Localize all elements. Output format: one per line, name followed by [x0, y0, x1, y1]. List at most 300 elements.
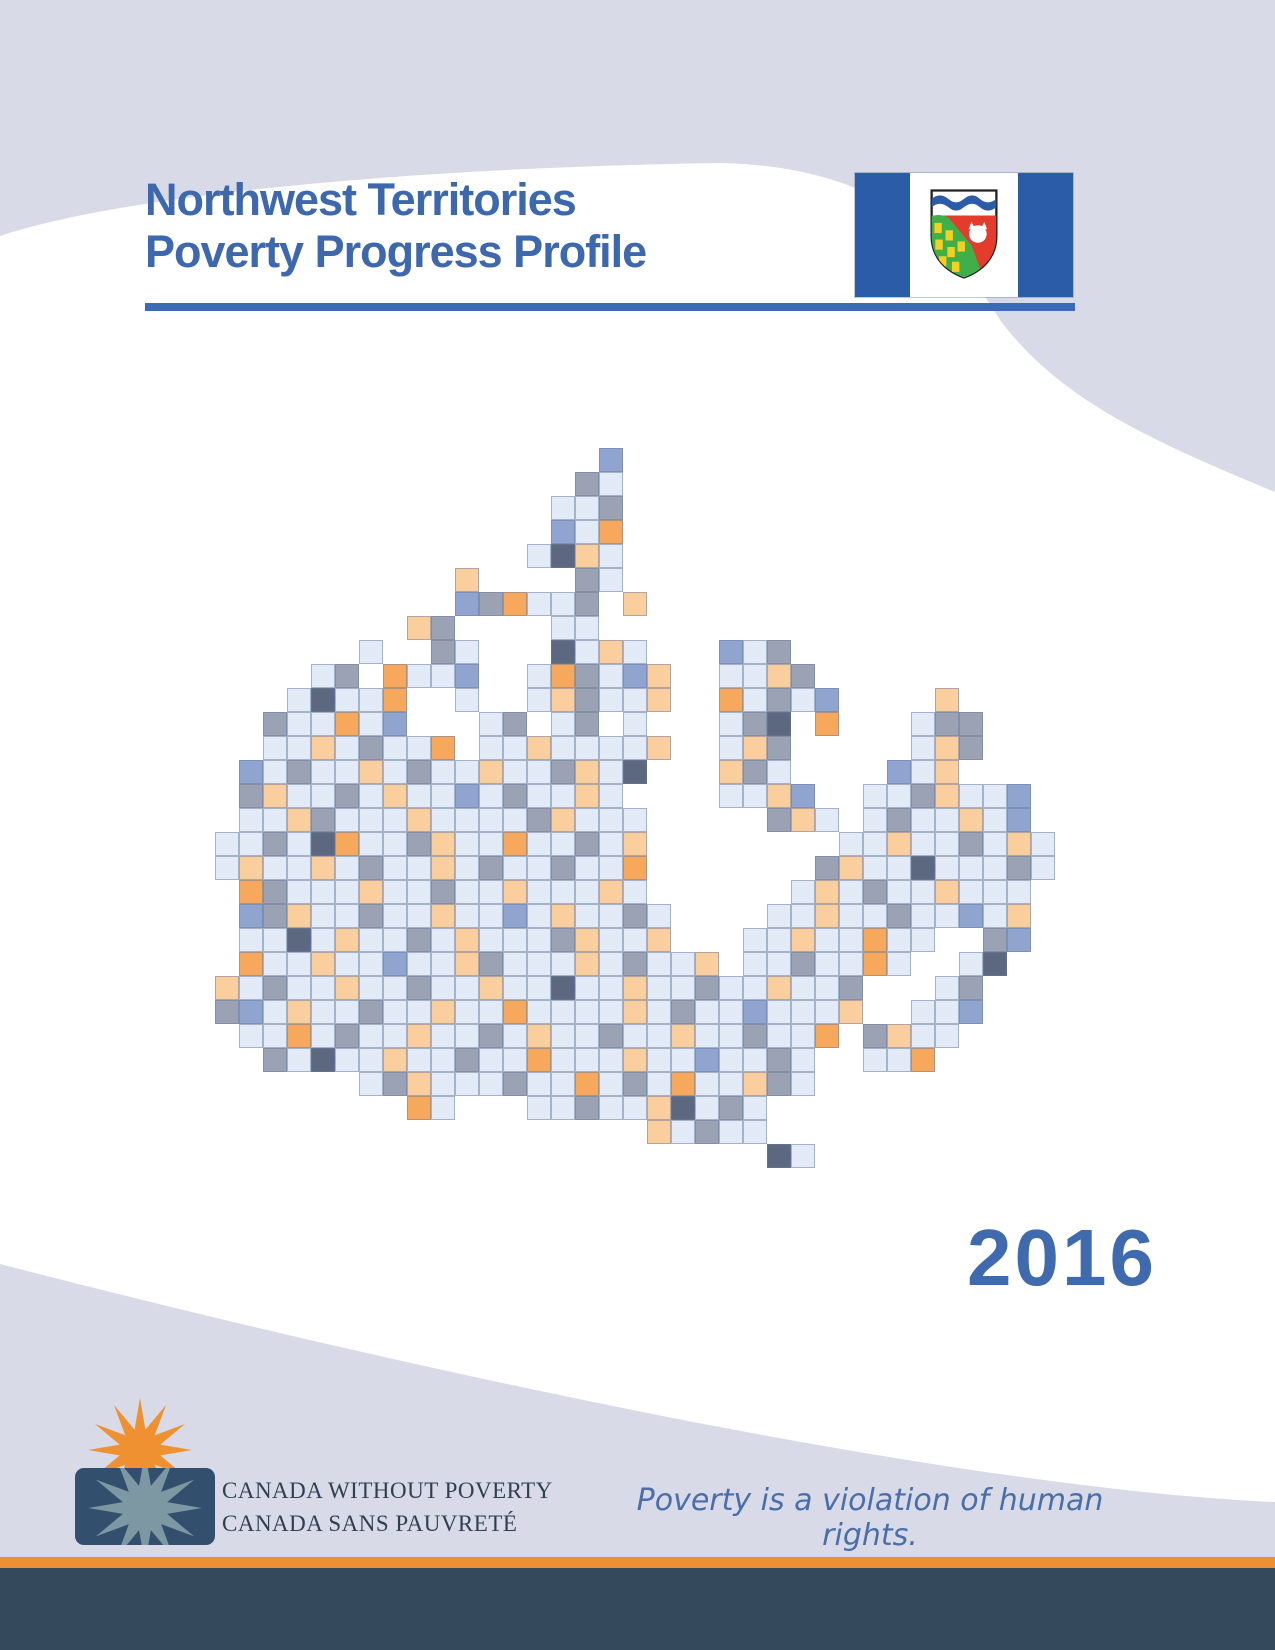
map-cell	[503, 904, 527, 928]
map-cell	[599, 856, 623, 880]
map-cell	[863, 928, 887, 952]
map-cell	[599, 1024, 623, 1048]
map-cell	[959, 880, 983, 904]
map-cell	[407, 1000, 431, 1024]
map-cell	[839, 1000, 863, 1024]
map-cell	[407, 1096, 431, 1120]
map-cell	[527, 832, 551, 856]
map-cell	[575, 616, 599, 640]
map-cell	[719, 1048, 743, 1072]
map-cell	[527, 1048, 551, 1072]
map-cell	[431, 1000, 455, 1024]
map-cell	[599, 664, 623, 688]
map-cell	[431, 808, 455, 832]
map-cell	[623, 1072, 647, 1096]
map-cell	[719, 1120, 743, 1144]
map-cell	[527, 784, 551, 808]
map-cell	[983, 856, 1007, 880]
map-cell	[479, 880, 503, 904]
map-cell	[575, 736, 599, 760]
map-cell	[815, 712, 839, 736]
map-cell	[959, 808, 983, 832]
map-cell	[791, 1144, 815, 1168]
map-cell	[479, 784, 503, 808]
map-cell	[527, 1000, 551, 1024]
map-cell	[719, 712, 743, 736]
map-cell	[695, 1024, 719, 1048]
map-cell	[959, 784, 983, 808]
map-cell	[911, 808, 935, 832]
map-cell	[431, 1048, 455, 1072]
map-cell	[743, 952, 767, 976]
map-cell	[887, 928, 911, 952]
map-cell	[815, 952, 839, 976]
map-cell	[983, 928, 1007, 952]
map-cell	[911, 712, 935, 736]
map-cell	[527, 760, 551, 784]
map-cell	[479, 856, 503, 880]
map-cell	[791, 1048, 815, 1072]
canada-pixel-map	[215, 448, 1055, 1168]
map-cell	[839, 832, 863, 856]
map-cell	[623, 928, 647, 952]
map-cell	[599, 760, 623, 784]
map-cell	[359, 1000, 383, 1024]
map-cell	[431, 880, 455, 904]
map-cell	[671, 1048, 695, 1072]
map-cell	[599, 832, 623, 856]
map-cell	[575, 688, 599, 712]
map-cell	[743, 736, 767, 760]
map-cell	[551, 1000, 575, 1024]
map-cell	[287, 832, 311, 856]
map-cell	[575, 856, 599, 880]
map-cell	[239, 832, 263, 856]
map-cell	[359, 736, 383, 760]
map-cell	[743, 1072, 767, 1096]
map-cell	[983, 784, 1007, 808]
map-cell	[455, 640, 479, 664]
map-cell	[1007, 856, 1031, 880]
map-cell	[407, 952, 431, 976]
map-cell	[647, 1120, 671, 1144]
logo-name-en: CANADA WITHOUT POVERTY	[222, 1478, 553, 1503]
map-cell	[455, 904, 479, 928]
map-cell	[671, 1120, 695, 1144]
map-cell	[767, 784, 791, 808]
map-cell	[1007, 928, 1031, 952]
map-cell	[383, 856, 407, 880]
map-cell	[479, 712, 503, 736]
map-cell	[335, 904, 359, 928]
map-cell	[455, 1072, 479, 1096]
map-cell	[311, 928, 335, 952]
map-cell	[575, 1048, 599, 1072]
map-cell	[911, 856, 935, 880]
map-cell	[551, 1024, 575, 1048]
map-cell	[575, 808, 599, 832]
map-cell	[287, 712, 311, 736]
map-cell	[647, 664, 671, 688]
map-cell	[647, 688, 671, 712]
map-cell	[431, 1024, 455, 1048]
map-cell	[431, 736, 455, 760]
map-cell	[431, 832, 455, 856]
map-cell	[911, 928, 935, 952]
map-cell	[623, 904, 647, 928]
map-cell	[695, 1000, 719, 1024]
map-cell	[383, 688, 407, 712]
map-cell	[287, 880, 311, 904]
map-cell	[311, 712, 335, 736]
map-cell	[335, 1000, 359, 1024]
map-cell	[671, 1000, 695, 1024]
map-cell	[407, 784, 431, 808]
map-cell	[647, 1000, 671, 1024]
map-cell	[551, 592, 575, 616]
map-cell	[719, 736, 743, 760]
map-cell	[575, 904, 599, 928]
map-cell	[767, 1048, 791, 1072]
page-title-line1: Northwest Territories	[145, 174, 576, 225]
map-cell	[863, 904, 887, 928]
map-cell	[455, 1024, 479, 1048]
map-cell	[263, 760, 287, 784]
map-cell	[551, 904, 575, 928]
map-cell	[479, 592, 503, 616]
map-cell	[239, 1000, 263, 1024]
map-cell	[503, 832, 527, 856]
map-cell	[407, 904, 431, 928]
map-cell	[575, 760, 599, 784]
map-cell	[887, 760, 911, 784]
map-cell	[503, 856, 527, 880]
map-cell	[527, 1072, 551, 1096]
map-cell	[527, 952, 551, 976]
map-cell	[623, 664, 647, 688]
map-cell	[815, 808, 839, 832]
map-cell	[887, 856, 911, 880]
map-cell	[623, 880, 647, 904]
map-cell	[575, 1000, 599, 1024]
map-cell	[623, 592, 647, 616]
map-cell	[383, 664, 407, 688]
map-cell	[287, 952, 311, 976]
map-cell	[551, 640, 575, 664]
map-cell	[455, 832, 479, 856]
map-cell	[575, 1096, 599, 1120]
map-cell	[551, 736, 575, 760]
map-cell	[359, 808, 383, 832]
map-cell	[575, 784, 599, 808]
map-cell	[719, 760, 743, 784]
map-cell	[935, 976, 959, 1000]
map-cell	[815, 1000, 839, 1024]
map-cell	[599, 448, 623, 472]
map-cell	[767, 1024, 791, 1048]
map-cell	[575, 1072, 599, 1096]
map-cell	[311, 1048, 335, 1072]
map-cell	[359, 1024, 383, 1048]
map-cell	[239, 1024, 263, 1048]
map-cell	[791, 928, 815, 952]
map-cell	[551, 976, 575, 1000]
map-cell	[359, 712, 383, 736]
map-cell	[263, 1000, 287, 1024]
map-cell	[311, 664, 335, 688]
map-cell	[239, 904, 263, 928]
map-cell	[383, 736, 407, 760]
map-cell	[455, 808, 479, 832]
map-cell	[431, 616, 455, 640]
map-cell	[335, 1024, 359, 1048]
map-cell	[599, 1000, 623, 1024]
map-cell	[479, 1072, 503, 1096]
map-cell	[647, 928, 671, 952]
map-cell	[383, 760, 407, 784]
map-cell	[311, 784, 335, 808]
tagline: Poverty is a violation of human rights.	[636, 1483, 1104, 1553]
map-cell	[287, 808, 311, 832]
map-cell	[431, 1072, 455, 1096]
map-cell	[335, 784, 359, 808]
map-cell	[383, 976, 407, 1000]
map-cell	[551, 856, 575, 880]
map-cell	[599, 952, 623, 976]
map-cell	[239, 952, 263, 976]
map-cell	[215, 856, 239, 880]
map-cell	[959, 976, 983, 1000]
map-cell	[743, 1000, 767, 1024]
map-cell	[407, 880, 431, 904]
map-cell	[863, 856, 887, 880]
map-cell	[431, 784, 455, 808]
map-cell	[527, 1024, 551, 1048]
map-cell	[455, 928, 479, 952]
map-cell	[455, 1048, 479, 1072]
map-cell	[551, 712, 575, 736]
map-cell	[623, 640, 647, 664]
map-cell	[887, 832, 911, 856]
map-cell	[239, 760, 263, 784]
flag-white-center	[910, 173, 1018, 297]
map-cell	[575, 976, 599, 1000]
map-cell	[407, 808, 431, 832]
map-cell	[695, 976, 719, 1000]
map-cell	[911, 904, 935, 928]
map-cell	[743, 1120, 767, 1144]
map-cell	[743, 688, 767, 712]
map-cell	[983, 904, 1007, 928]
map-cell	[503, 952, 527, 976]
map-cell	[719, 640, 743, 664]
map-cell	[599, 1072, 623, 1096]
map-cell	[479, 736, 503, 760]
map-cell	[503, 592, 527, 616]
map-cell	[407, 928, 431, 952]
nwt-flag-icon	[855, 173, 1073, 297]
map-cell	[551, 520, 575, 544]
map-cell	[959, 712, 983, 736]
map-cell	[719, 1096, 743, 1120]
cwp-logo	[72, 1392, 222, 1547]
map-cell	[551, 928, 575, 952]
map-cell	[623, 760, 647, 784]
map-cell	[815, 928, 839, 952]
map-cell	[359, 880, 383, 904]
map-cell	[671, 1096, 695, 1120]
map-cell	[287, 1048, 311, 1072]
map-cell	[263, 832, 287, 856]
map-cell	[359, 952, 383, 976]
map-cell	[527, 928, 551, 952]
map-cell	[551, 880, 575, 904]
map-cell	[335, 736, 359, 760]
map-cell	[455, 760, 479, 784]
map-cell	[623, 688, 647, 712]
map-cell	[1031, 856, 1055, 880]
map-cell	[263, 952, 287, 976]
map-cell	[791, 1000, 815, 1024]
map-cell	[455, 568, 479, 592]
map-cell	[839, 856, 863, 880]
map-cell	[815, 688, 839, 712]
map-cell	[527, 688, 551, 712]
map-cell	[719, 1072, 743, 1096]
map-cell	[551, 544, 575, 568]
map-cell	[887, 1048, 911, 1072]
map-cell	[263, 856, 287, 880]
map-cell	[695, 1120, 719, 1144]
map-cell	[551, 1048, 575, 1072]
map-cell	[311, 808, 335, 832]
map-cell	[623, 1096, 647, 1120]
map-cell	[551, 1072, 575, 1096]
map-cell	[527, 808, 551, 832]
map-cell	[311, 688, 335, 712]
map-cell	[743, 712, 767, 736]
map-cell	[791, 784, 815, 808]
map-cell	[911, 736, 935, 760]
map-cell	[335, 856, 359, 880]
year-label: 2016	[967, 1213, 1157, 1302]
map-cell	[551, 784, 575, 808]
map-cell	[575, 640, 599, 664]
map-cell	[599, 496, 623, 520]
map-cell	[383, 1024, 407, 1048]
map-cell	[575, 496, 599, 520]
map-cell	[911, 832, 935, 856]
map-cell	[335, 928, 359, 952]
map-cell	[959, 1000, 983, 1024]
map-cell	[551, 760, 575, 784]
map-cell	[239, 928, 263, 952]
map-cell	[863, 1024, 887, 1048]
map-cell	[575, 952, 599, 976]
map-cell	[599, 544, 623, 568]
map-cell	[431, 928, 455, 952]
footer-navy-bar	[0, 1568, 1275, 1650]
map-cell	[503, 1072, 527, 1096]
map-cell	[911, 1000, 935, 1024]
map-cell	[335, 808, 359, 832]
map-cell	[887, 952, 911, 976]
map-cell	[335, 1048, 359, 1072]
map-cell	[287, 784, 311, 808]
map-cell	[311, 1024, 335, 1048]
map-cell	[431, 640, 455, 664]
map-cell	[887, 904, 911, 928]
map-cell	[839, 880, 863, 904]
map-cell	[719, 664, 743, 688]
map-cell	[455, 880, 479, 904]
map-cell	[335, 712, 359, 736]
map-cell	[479, 1000, 503, 1024]
map-cell	[575, 568, 599, 592]
map-cell	[1007, 904, 1031, 928]
map-cell	[503, 1048, 527, 1072]
map-cell	[935, 1024, 959, 1048]
map-cell	[215, 832, 239, 856]
map-cell	[767, 640, 791, 664]
map-cell	[695, 1048, 719, 1072]
map-cell	[911, 880, 935, 904]
map-cell	[695, 1096, 719, 1120]
map-cell	[263, 904, 287, 928]
map-cell	[935, 760, 959, 784]
map-cell	[335, 688, 359, 712]
map-cell	[479, 1024, 503, 1048]
map-cell	[959, 904, 983, 928]
map-cell	[719, 976, 743, 1000]
map-cell	[359, 928, 383, 952]
map-cell	[983, 880, 1007, 904]
map-cell	[743, 640, 767, 664]
map-cell	[383, 928, 407, 952]
map-cell	[239, 784, 263, 808]
map-cell	[407, 664, 431, 688]
map-cell	[935, 688, 959, 712]
map-cell	[815, 856, 839, 880]
map-cell	[263, 880, 287, 904]
map-cell	[455, 952, 479, 976]
map-cell	[935, 784, 959, 808]
map-cell	[623, 952, 647, 976]
map-cell	[767, 904, 791, 928]
map-cell	[791, 664, 815, 688]
map-cell	[455, 856, 479, 880]
map-cell	[935, 832, 959, 856]
map-cell	[311, 1000, 335, 1024]
map-cell	[623, 712, 647, 736]
map-cell	[623, 976, 647, 1000]
map-cell	[527, 976, 551, 1000]
nwt-coat-of-arms-icon	[927, 186, 1001, 282]
map-cell	[479, 760, 503, 784]
map-cell	[287, 736, 311, 760]
map-cell	[839, 904, 863, 928]
map-cell	[407, 736, 431, 760]
map-cell	[359, 976, 383, 1000]
map-cell	[383, 1072, 407, 1096]
map-cell	[455, 664, 479, 688]
map-cell	[815, 1024, 839, 1048]
map-cell	[599, 736, 623, 760]
map-cell	[863, 832, 887, 856]
map-cell	[983, 952, 1007, 976]
map-cell	[599, 784, 623, 808]
logo-navy-box	[75, 1468, 215, 1545]
